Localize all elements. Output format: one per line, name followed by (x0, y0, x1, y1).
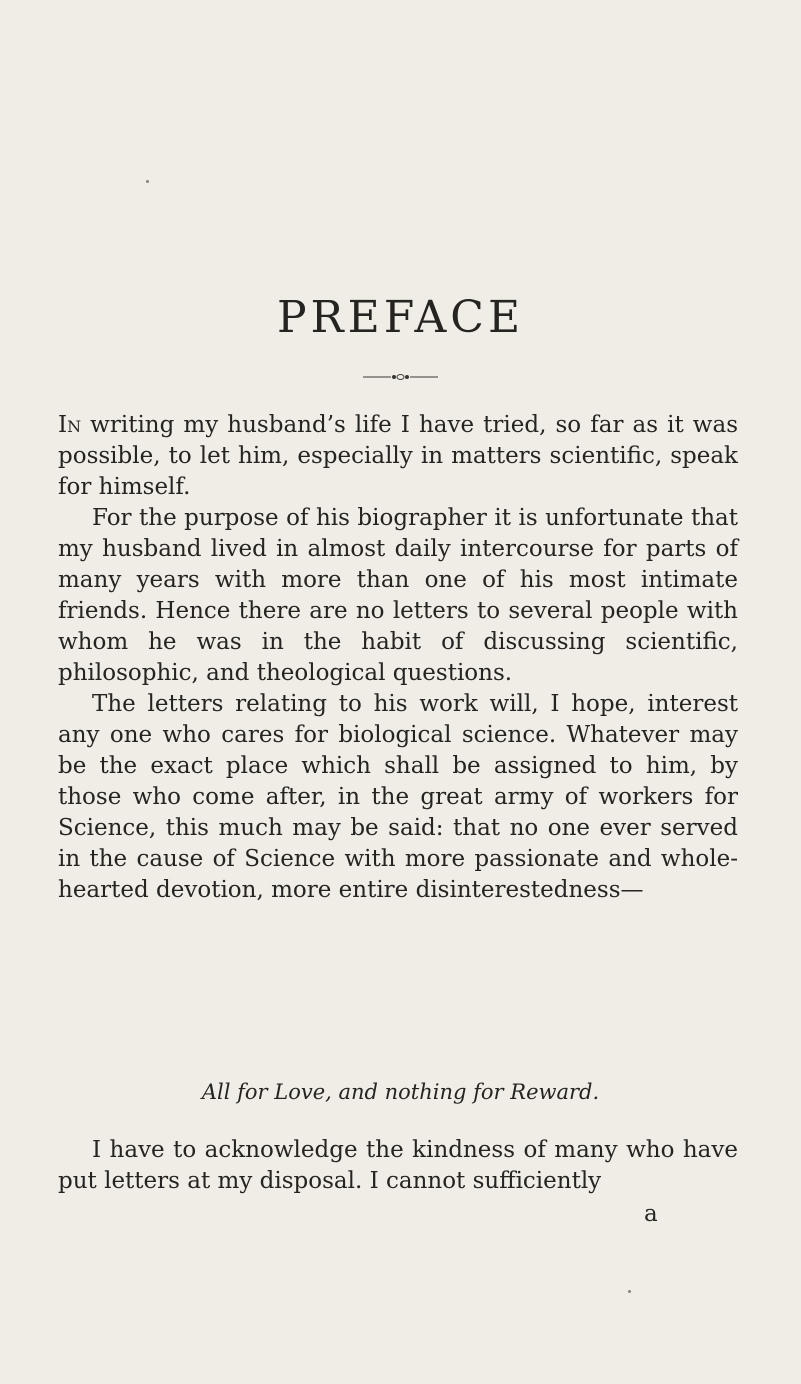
ornament-divider (363, 372, 438, 382)
preface-body (58, 410, 738, 906)
motto: All for Love, and nothing for Reward. (201, 1080, 600, 1104)
paper-speck (628, 1290, 631, 1293)
paragraph: The letters relating to his work will, I hope, interest any one who cares for biological science. Whatever may be the exact place which shall be assigned to him, by those who come after, in the great army of workers for Science, this much may be said: that no one ever served in the cause of Science with more passionate and whole-hearted devotion, more entire disinterestedness— (58, 691, 738, 903)
signature-mark: a (644, 1201, 658, 1227)
paragraph: I have to acknowledge the kindness of many who have put letters at my disposal. I cannot sufficiently (58, 1137, 738, 1194)
paragraph-lead: In (58, 412, 82, 438)
paragraph: For the purpose of his biographer it is unfortunate that my husband lived in almost daily intercourse for parts of many years with more than one of his most intimate friends. Hence there are no letters to several people with whom he was in the habit of discussing scientific, philosophic, and theological questions. (58, 505, 738, 686)
paragraph (58, 410, 738, 503)
closing-body (58, 1135, 738, 1197)
paper-speck (146, 180, 149, 183)
paragraph-text: writing my husband’s life I have tried, so far as it was possible, to let him, especially in matters scientific, speak for himself. (58, 412, 738, 500)
page-title: PREFACE (276, 292, 525, 343)
